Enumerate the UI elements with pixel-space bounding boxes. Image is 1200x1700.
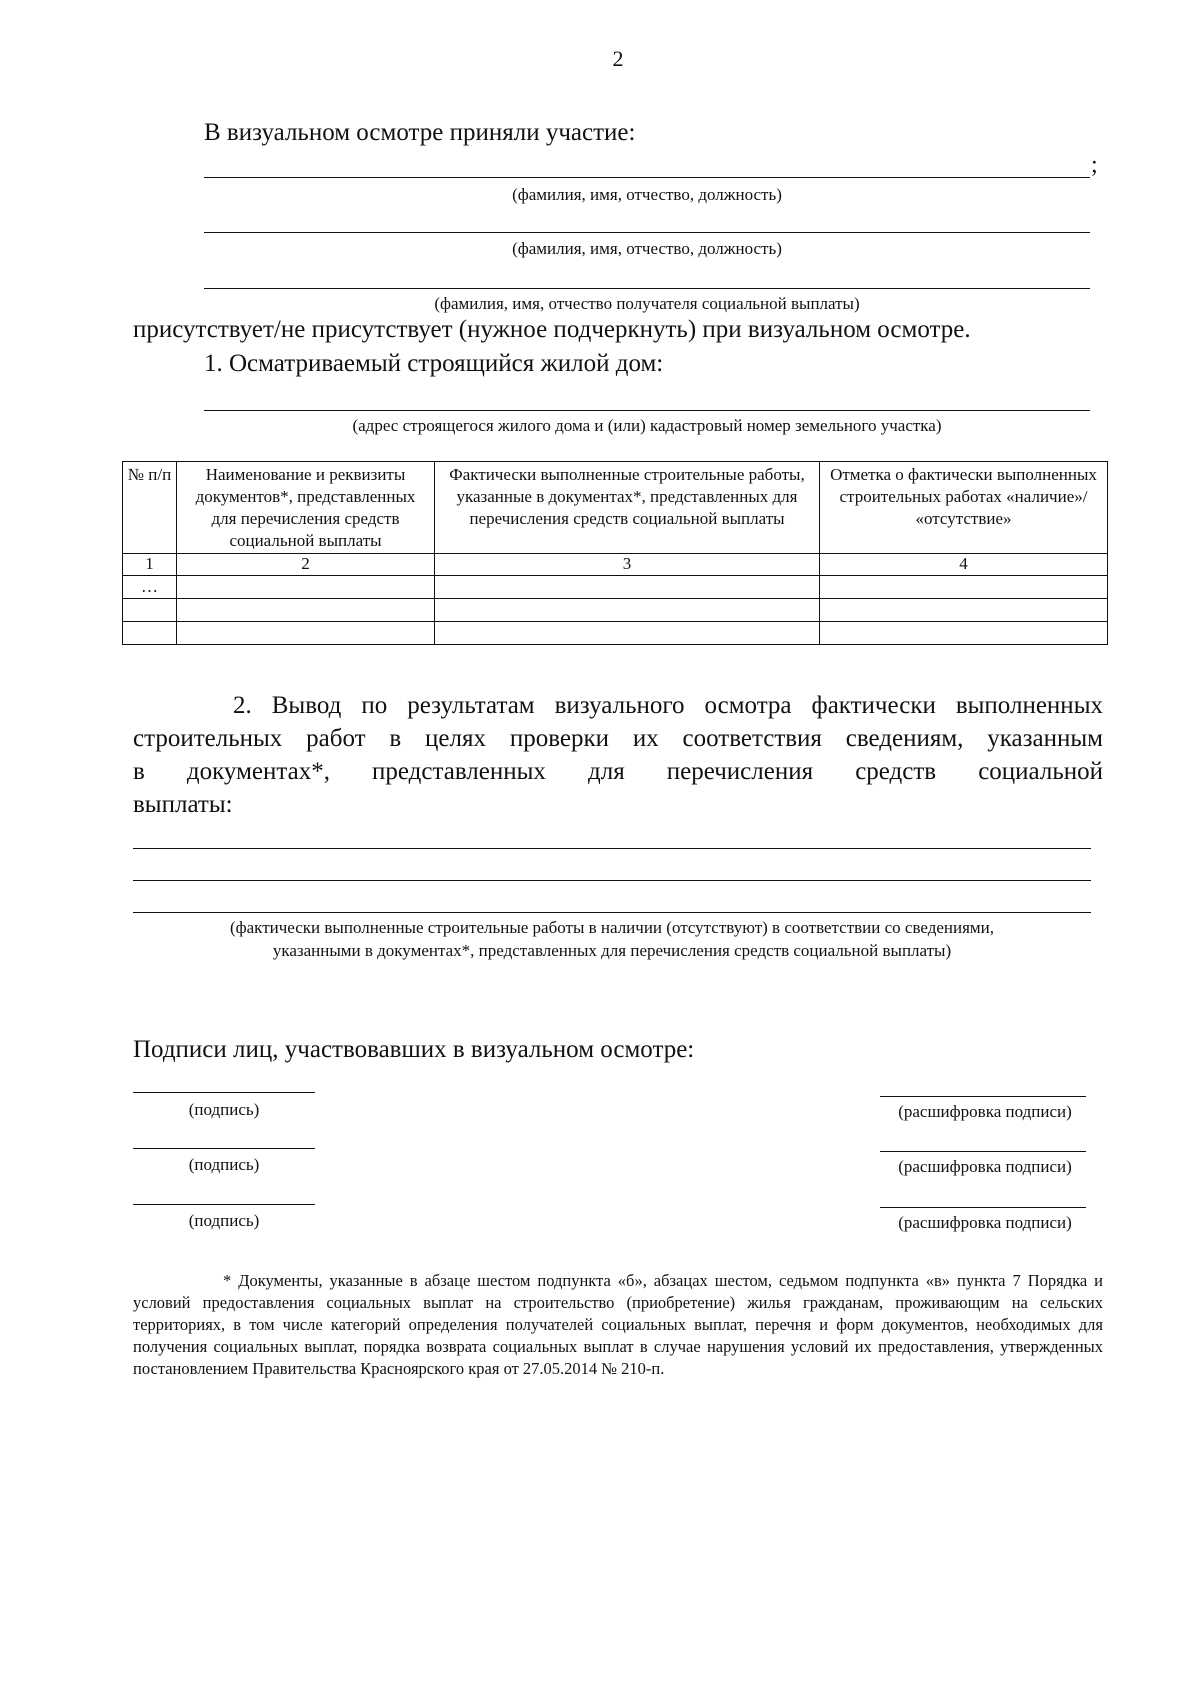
address-caption: (адрес строящегося жилого дома и (или) кадастровый номер земельного участка) (352, 416, 942, 435)
table-cell[interactable] (820, 599, 1108, 622)
table-cell[interactable] (435, 599, 820, 622)
table-cell[interactable] (435, 622, 820, 645)
header-mark: Отметка о фактически выполненных строительных работах «наличие»/ «отсутствие» (820, 462, 1108, 554)
signatures-heading: Подписи лиц, участвовавших в визуальном осмотре: (133, 1036, 695, 1063)
decoding-line-1[interactable] (880, 1096, 1086, 1097)
decoding-label-1: (расшифровка подписи) (898, 1102, 1072, 1121)
signature-label-2: (подпись) (188, 1155, 260, 1174)
decoding-line-3[interactable] (880, 1207, 1086, 1208)
presence-text: присутствует/не присутствует (нужное подчеркнуть) при визуальном осмотре. (133, 316, 971, 343)
table-cell[interactable]: … (123, 576, 177, 599)
participant-1-semicolon: ; (1091, 152, 1098, 178)
header-number: № п/п (123, 462, 177, 554)
table-cell[interactable] (435, 576, 820, 599)
decoding-label-2: (расшифровка подписи) (898, 1157, 1072, 1176)
signature-label-3: (подпись) (188, 1211, 260, 1230)
column-number: 4 (820, 554, 1108, 576)
section-2-line-3: в документах*, представленных для перечисления средств социальной (133, 758, 1103, 785)
table-cell[interactable] (123, 599, 177, 622)
participant-2-caption: (фамилия, имя, отчество, должность) (512, 239, 782, 258)
recipient-caption: (фамилия, имя, отчество получателя социальной выплаты) (434, 294, 860, 313)
works-table (122, 461, 1108, 645)
column-number: 1 (123, 554, 177, 576)
column-number: 3 (435, 554, 820, 576)
table-header-row (123, 462, 1108, 554)
conclusion-line-1[interactable] (133, 848, 1091, 849)
table-cell[interactable] (177, 576, 435, 599)
signature-line-2[interactable] (133, 1148, 315, 1149)
page-number: 2 (612, 46, 624, 71)
participant-2-line[interactable] (204, 232, 1090, 233)
table-cell[interactable] (123, 622, 177, 645)
signature-line-3[interactable] (133, 1204, 315, 1205)
table-row (123, 622, 1108, 645)
participant-1-caption: (фамилия, имя, отчество, должность) (512, 185, 782, 204)
conclusion-caption-1: (фактически выполненные строительные работы в наличии (отсутствуют) в соответствии со сведениями, (229, 918, 995, 937)
signature-line-1[interactable] (133, 1092, 315, 1093)
conclusion-line-2[interactable] (133, 880, 1091, 881)
decoding-line-2[interactable] (880, 1151, 1086, 1152)
table-cell[interactable] (820, 622, 1108, 645)
column-number: 2 (177, 554, 435, 576)
section-1-title: 1. Осматриваемый строящийся жилой дом: (204, 350, 664, 377)
recipient-line[interactable] (204, 288, 1090, 289)
decoding-label-3: (расшифровка подписи) (898, 1213, 1072, 1232)
conclusion-caption-2: указанными в документах*, представленных для перечисления средств социальной выплаты) (272, 941, 952, 960)
participant-1-line[interactable] (204, 177, 1090, 178)
table-row (123, 576, 1108, 599)
footnote-text: * Документы, указанные в абзаце шестом подпункта «б», абзацах шестом, седьмом подпункта «в» пункта 7 Порядка и условий предоставления социальных выплат на строительство (приобретение) жилья гражданам, проживающим на сельских территориях, в том числе категорий определения получателей социальных выплат, перечня и форм документов, необходимых для получения социальных выплат, порядка возврата социальных выплат в случае нарушения условий их предоставления, утвержденных постановлением Правительства Красноярского края от 27.05.2014 № 210-п. (133, 1271, 1103, 1378)
table-cell[interactable] (177, 599, 435, 622)
table-column-numbers-row (123, 554, 1108, 576)
section-2-line-1: 2. Вывод по результатам визуального осмотра фактически выполненных (233, 692, 1103, 719)
section-2-line-4: выплаты: (133, 791, 233, 818)
conclusion-line-3[interactable] (133, 912, 1091, 913)
table-cell[interactable] (820, 576, 1108, 599)
table-row (123, 599, 1108, 622)
address-line[interactable] (204, 410, 1090, 411)
section-2-line-2: строительных работ в целях проверки их соответствия сведениям, указанным (133, 725, 1103, 752)
participants-heading: В визуальном осмотре приняли участие: (204, 119, 636, 146)
table-cell[interactable] (177, 622, 435, 645)
signature-label-1: (подпись) (188, 1100, 260, 1119)
header-documents: Наименование и реквизиты документов*, представленных для перечисления средств социальной выплаты (177, 462, 435, 554)
footnote (133, 1270, 1103, 1380)
header-works: Фактически выполненные строительные работы, указанные в документах*, представленных для перечисления средств социальной выплаты (435, 462, 820, 554)
section-2-paragraph (133, 689, 1103, 821)
